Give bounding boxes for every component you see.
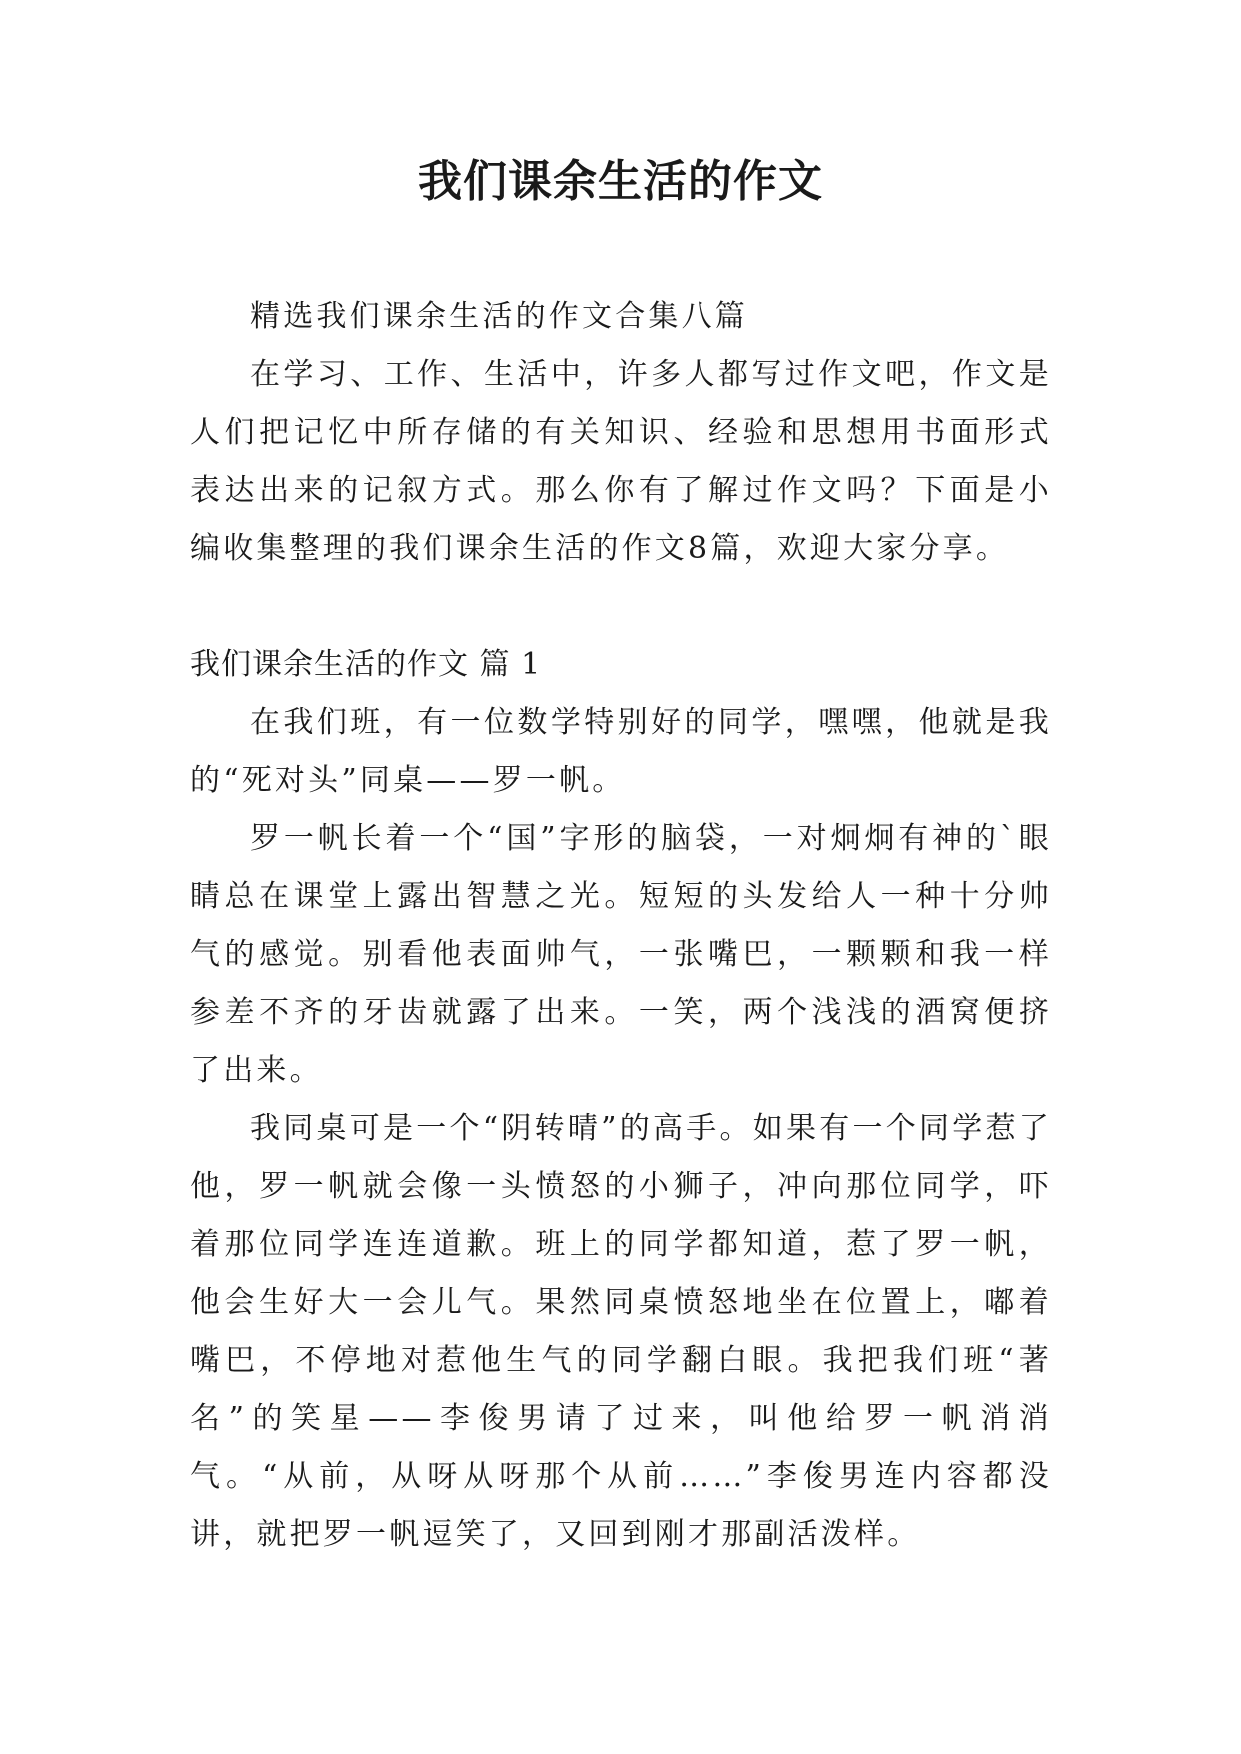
body-paragraph-3: 我同桌可是一个“阴转晴”的高手。如果有一个同学惹了他，罗一帆就会像一头愤怒的小狮子，冲向那位同学，吓着那位同学连连道歉。班上的同学都知道，惹了罗一帆，他会生好大一会儿气。果然同桌愤怒地坐在位置上，嘟着嘴巴，不停地对惹他生气的同学翻白眼。我把我们班“著名”的笑星——李俊男请了过来，叫他给罗一帆消消气。“从前，从呀从呀那个从前……”李俊男连内容都没讲，就把罗一帆逗笑了，又回到刚才那副活泼样。 <box>190 1111 1052 1552</box>
subtitle: 精选我们课余生活的作文合集八篇 <box>250 299 748 334</box>
section-spacer <box>190 578 1052 636</box>
document-title: 我们课余生活的作文 <box>418 156 823 207</box>
intro-paragraph: 在学习、工作、生活中，许多人都写过作文吧，作文是人们把记忆中所存储的有关知识、经验和思想用书面形式表达出来的记叙方式。那么你有了解过作文吗？下面是小编收集整理的我们课余生活的作文8篇，欢迎大家分享。 <box>190 357 1052 566</box>
document-body <box>190 288 1052 1564</box>
section-heading: 我们课余生活的作文 篇 1 <box>190 647 542 682</box>
body-paragraph-2: 罗一帆长着一个“国”字形的脑袋，一对炯炯有神的`眼睛总在课堂上露出智慧之光。短短的头发给人一种十分帅气的感觉。别看他表面帅气，一张嘴巴，一颗颗和我一样参差不齐的牙齿就露了出来。一笑，两个浅浅的酒窝便挤了出来。 <box>190 821 1052 1088</box>
body-paragraph-1: 在我们班，有一位数学特别好的同学，嘿嘿，他就是我的“死对头”同桌——罗一帆。 <box>190 705 1052 798</box>
